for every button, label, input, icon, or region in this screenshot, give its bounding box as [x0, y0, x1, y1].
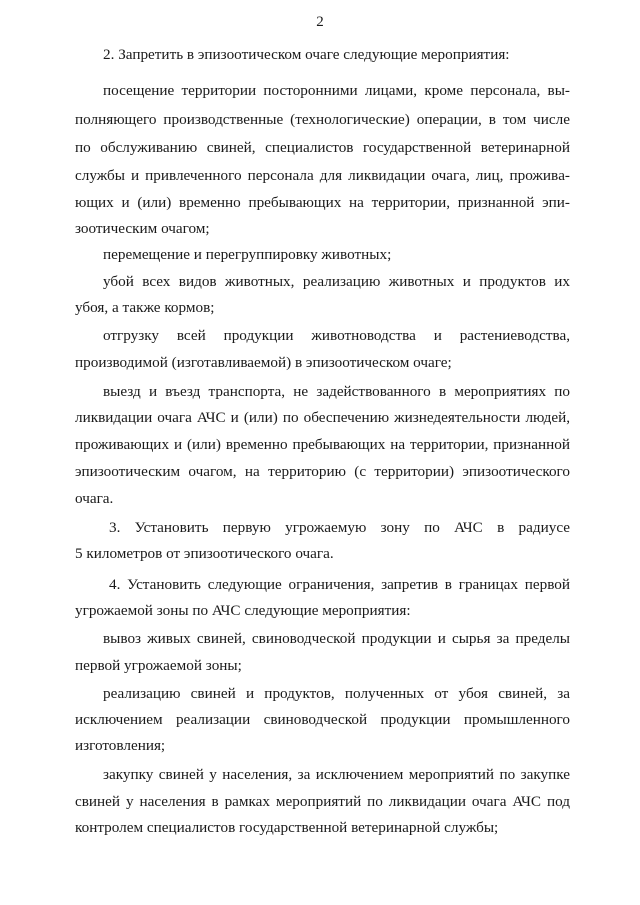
- text-line: изготовления;: [75, 737, 166, 754]
- text-line: исключением реализации свиноводческой продукции промышленного: [75, 711, 570, 728]
- page-number: 2: [316, 14, 324, 30]
- text-line: эпизоотическим очагом, на территорию (с территории) эпизоотического: [75, 463, 570, 480]
- text-line: производимой (изготавливаемой) в эпизоотическом очаге;: [75, 354, 452, 371]
- text-line: полняющего производственные (технологические) операции, в том числе: [75, 111, 570, 128]
- paragraph-4-heading: 4. Установить следующие ограничения, запретив в границах первой: [109, 576, 570, 593]
- paragraph-2-heading: 2. Запретить в эпизоотическом очаге следующие мероприятия:: [103, 46, 510, 63]
- text-line: 5 километров от эпизоотического очага.: [75, 545, 334, 562]
- text-line: убоя, а также кормов;: [75, 299, 215, 316]
- text-line: угрожаемой зоны по АЧС следующие мероприятия:: [75, 602, 411, 619]
- text-line: посещение территории посторонними лицами, кроме персонала, вы-: [103, 82, 570, 99]
- paragraph-3-heading: 3. Установить первую угрожаемую зону по АЧС в радиусе: [109, 519, 570, 536]
- text-line: убой всех видов животных, реализацию животных и продуктов их: [103, 273, 570, 290]
- text-line: по обслуживанию свиней, специалистов государственной ветеринарной: [75, 139, 570, 156]
- text-line: проживающих и (или) временно пребывающих на территории, признанной: [75, 436, 570, 453]
- text-line: очага.: [75, 490, 114, 507]
- text-line: ющих и (или) временно пребывающих на территории, признанной эпи-: [75, 194, 570, 211]
- text-line: контролем специалистов государственной ветеринарной службы;: [75, 819, 499, 836]
- text-line: вывоз живых свиней, свиноводческой продукции и сырья за пределы: [103, 630, 570, 647]
- text-line: отгрузку всей продукции животноводства и растениеводства,: [103, 327, 570, 344]
- text-line: зоотическим очагом;: [75, 220, 210, 237]
- text-line: реализацию свиней и продуктов, полученных от убоя свиней, за: [103, 685, 570, 702]
- text-line: выезд и въезд транспорта, не задействованного в мероприятиях по: [103, 383, 570, 400]
- text-line: ликвидации очага АЧС и (или) по обеспечению жизнедеятельности людей,: [75, 409, 570, 426]
- text-line: службы и привлеченного персонала для ликвидации очага, лиц, проживa-: [75, 167, 570, 184]
- text-line: свиней у населения в рамках мероприятий по ликвидации очага АЧС под: [75, 793, 570, 810]
- text-line: закупку свиней у населения, за исключением мероприятий по закупке: [103, 766, 570, 783]
- text-line: первой угрожаемой зоны;: [75, 657, 242, 674]
- text-line: перемещение и перегруппировку животных;: [103, 246, 392, 263]
